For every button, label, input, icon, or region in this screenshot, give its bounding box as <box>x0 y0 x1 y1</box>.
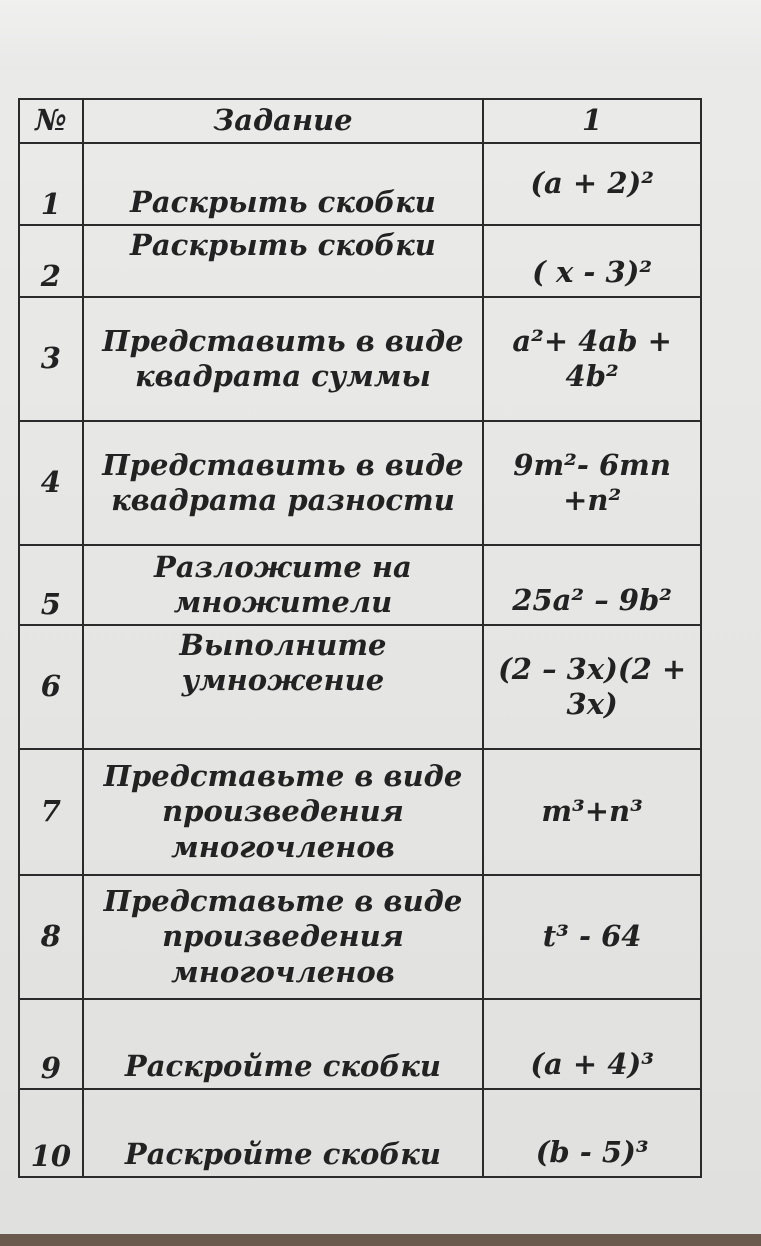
row-expression: (a + 4)³ <box>483 999 701 1089</box>
table-row <box>19 545 701 625</box>
table-row <box>19 999 701 1089</box>
row-task: Представить в виде квадрата разности <box>83 421 484 545</box>
table-row <box>19 297 701 421</box>
task-table <box>18 98 702 1178</box>
row-task: Выполните умножение <box>83 625 484 749</box>
row-number: 4 <box>19 421 83 545</box>
row-expression: ( x - 3)² <box>483 225 701 297</box>
row-task: Раскройте скобки <box>83 1089 484 1177</box>
row-number: 5 <box>19 545 83 625</box>
row-task: Разложите на множители <box>83 545 484 625</box>
row-expression: 25a² – 9b² <box>483 545 701 625</box>
table-row <box>19 143 701 225</box>
table-header-row <box>19 99 701 143</box>
header-number: № <box>19 99 83 143</box>
row-number: 1 <box>19 143 83 225</box>
row-expression: t³ - 64 <box>483 875 701 999</box>
row-task: Раскрыть скобки <box>83 143 484 225</box>
table-row <box>19 1089 701 1177</box>
row-expression: (a + 2)² <box>483 143 701 225</box>
row-task: Представьте в виде произведения многочленов <box>83 749 484 875</box>
row-expression: 9m²- 6mn +n² <box>483 421 701 545</box>
row-task: Раскрыть скобки <box>83 225 484 297</box>
header-task: Задание <box>83 99 484 143</box>
table-row <box>19 421 701 545</box>
row-number: 8 <box>19 875 83 999</box>
row-number: 6 <box>19 625 83 749</box>
table-row <box>19 225 701 297</box>
row-expression: a²+ 4ab + 4b² <box>483 297 701 421</box>
row-number: 7 <box>19 749 83 875</box>
row-number: 9 <box>19 999 83 1089</box>
row-task: Представить в виде квадрата суммы <box>83 297 484 421</box>
header-variant: 1 <box>483 99 701 143</box>
row-expression: m³+n³ <box>483 749 701 875</box>
paper-top-margin <box>0 0 761 70</box>
row-task: Раскройте скобки <box>83 999 484 1089</box>
table-row <box>19 625 701 749</box>
page-bottom-edge <box>0 1234 761 1246</box>
row-expression: (b - 5)³ <box>483 1089 701 1177</box>
row-expression: (2 – 3x)(2 + 3x) <box>483 625 701 749</box>
row-task: Представьте в виде произведения многочленов <box>83 875 484 999</box>
table-row <box>19 875 701 999</box>
row-number: 10 <box>19 1089 83 1177</box>
table-row <box>19 749 701 875</box>
row-number: 3 <box>19 297 83 421</box>
row-number: 2 <box>19 225 83 297</box>
